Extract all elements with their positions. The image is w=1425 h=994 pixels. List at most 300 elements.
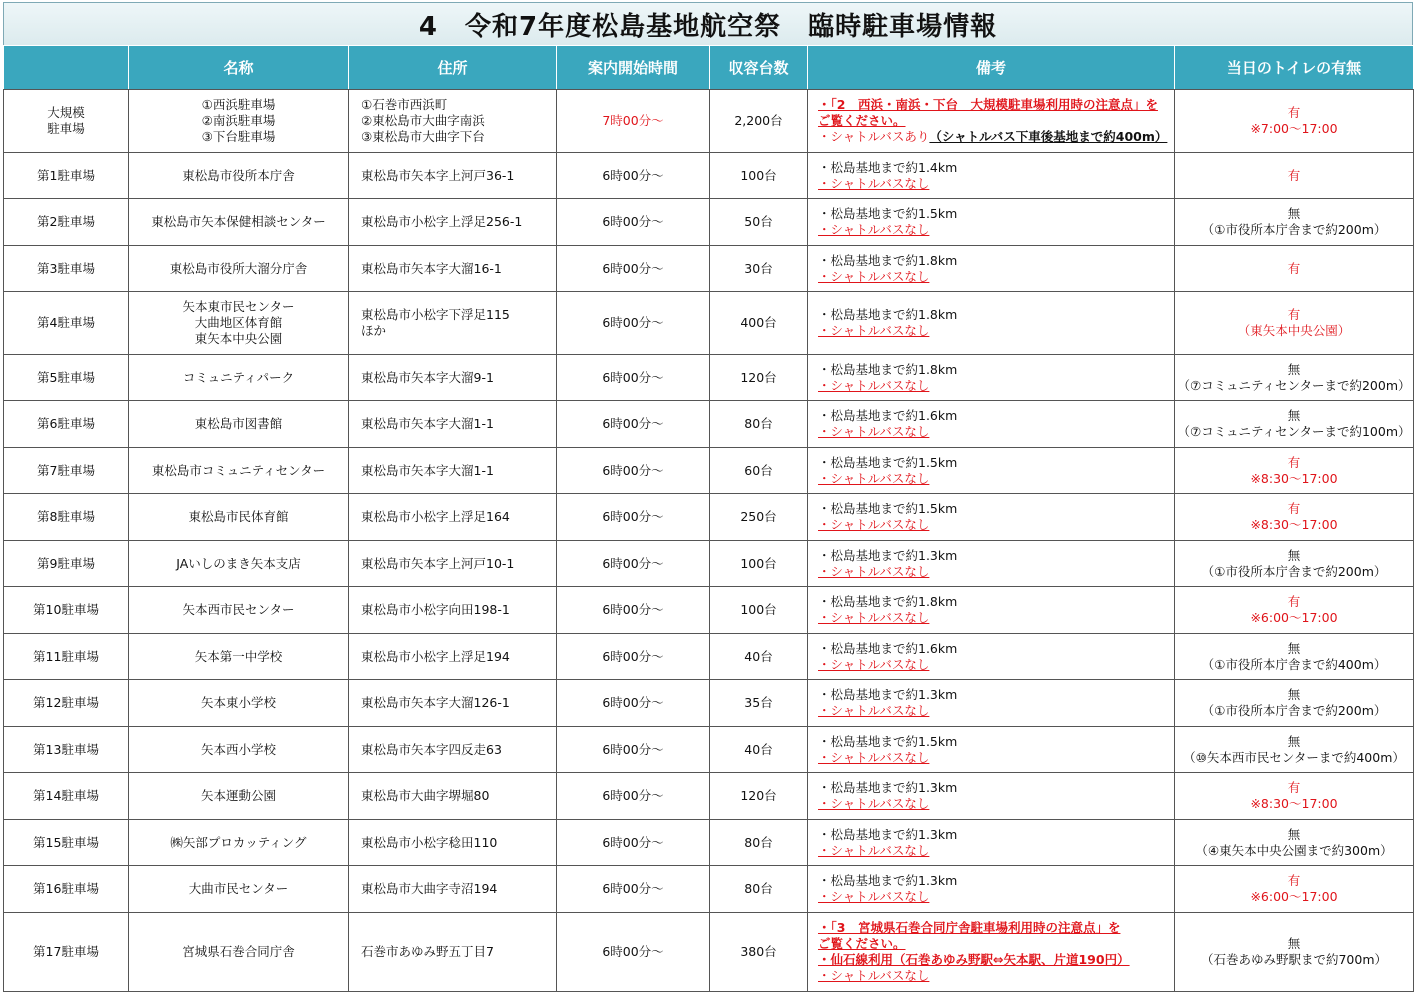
remark-line: [818, 362, 1174, 378]
cell-remarks: [808, 355, 1175, 401]
table-row: [4, 153, 1414, 199]
cell-capacity: 40台: [710, 634, 808, 680]
cell-start-time: 6時00分～: [557, 153, 710, 199]
name-line: 東松島市民体育館: [188, 509, 289, 524]
cell-toilet: [1175, 448, 1414, 494]
cell-remarks: [808, 727, 1175, 773]
remark-text: ・シャトルバスなし: [818, 796, 930, 811]
cell-capacity: 100台: [710, 541, 808, 587]
remark-text: ・シャトルバスなし: [818, 268, 930, 284]
remark-text: ・シャトルバスなし: [818, 377, 930, 393]
remark-text: ご覧ください。: [818, 936, 906, 951]
table-row: [4, 401, 1414, 448]
toilet-line: （石巻あゆみ野駅まで約700m）: [1200, 952, 1388, 967]
cell-start-time: 6時00分～: [557, 773, 710, 820]
cell-address: [349, 494, 557, 541]
remark-line: [818, 176, 1174, 192]
parking-info-sheet: [3, 2, 1413, 992]
table-row: [4, 773, 1414, 820]
cell-remarks: [808, 90, 1175, 153]
name-line: JAいしのまき矢本支店: [176, 555, 301, 571]
table-row: [4, 199, 1414, 246]
remark-line: [818, 936, 1174, 952]
toilet-line: ※8:30～17:00: [1250, 796, 1338, 811]
remark-text: ・松島基地まで約1.8km: [818, 252, 958, 268]
cell-name: [129, 680, 349, 727]
toilet-line: 有: [1287, 105, 1301, 120]
remark-text: ・シャトルバスなし: [818, 563, 930, 579]
toilet-line: 有: [1287, 307, 1301, 322]
address-line: 東松島市矢本字上河戸10-1: [361, 555, 515, 571]
remark-line: [818, 206, 1174, 222]
remark-line: [818, 564, 1174, 580]
id-line: 大規模: [47, 105, 85, 120]
cell-name: [129, 494, 349, 541]
address-line: 東松島市矢本字大溜1-1: [361, 462, 494, 478]
remark-text: ・松島基地まで約1.5km: [818, 206, 958, 221]
remark-text: ・シャトルバスなし: [818, 842, 930, 858]
id-line: 第4駐車場: [37, 315, 95, 330]
toilet-line: 有: [1287, 260, 1301, 276]
id-line: 第9駐車場: [37, 555, 95, 571]
cell-id: [4, 90, 129, 153]
address-line: 東松島市小松字向田198-1: [361, 602, 510, 617]
cell-name: [129, 448, 349, 494]
table-row: [4, 246, 1414, 292]
remark-suffix: （シャトルバス下車後基地まで約400m）: [929, 129, 1168, 144]
cell-capacity: 40台: [710, 727, 808, 773]
address-line: 東松島市矢本字大溜126-1: [361, 695, 510, 710]
id-line: 第13駐車場: [33, 741, 99, 757]
page-title: 4 令和7年度松島基地航空祭 臨時駐車場情報: [3, 2, 1413, 45]
cell-address: [349, 153, 557, 199]
cell-address: [349, 401, 557, 448]
toilet-line: 無: [1287, 206, 1301, 221]
toilet-line: （東矢本中央公園）: [1237, 323, 1351, 338]
remark-text: ・シャトルバスなし: [818, 222, 930, 237]
cell-remarks: [808, 401, 1175, 448]
cell-toilet: [1175, 199, 1414, 246]
remark-text: ・シャトルバスなし: [818, 470, 930, 486]
cell-name: [129, 541, 349, 587]
cell-id: [4, 727, 129, 773]
remark-line: [818, 378, 1174, 394]
toilet-line: 無: [1287, 547, 1301, 563]
table-row: [4, 820, 1414, 866]
remark-text: ・シャトルバスなし: [818, 889, 930, 904]
cell-name: [129, 913, 349, 992]
cell-address: [349, 680, 557, 727]
remark-text: ・「2 西浜・南浜・下台 大規模駐車場利用時の注意点」を: [818, 97, 1158, 112]
cell-id: [4, 680, 129, 727]
cell-remarks: [808, 199, 1175, 246]
name-line: 東松島市役所本庁舎: [182, 167, 295, 183]
address-line: ③東松島市大曲字下台: [361, 129, 485, 144]
cell-start-time: 6時00分～: [557, 246, 710, 292]
cell-id: [4, 448, 129, 494]
cell-remarks: [808, 448, 1175, 494]
cell-capacity: 60台: [710, 448, 808, 494]
cell-remarks: [808, 820, 1175, 866]
remark-text: ・仙石線利用（石巻あゆみ野駅⇔矢本駅、片道190円）: [818, 952, 1130, 967]
id-line: 第11駐車場: [33, 648, 99, 664]
cell-capacity: 100台: [710, 587, 808, 634]
remark-line: [818, 968, 1174, 984]
col-header-capacity: 収容台数: [710, 46, 808, 90]
cell-name: [129, 401, 349, 448]
name-line: 東松島市矢本保健相談センター: [151, 214, 326, 229]
cell-id: [4, 913, 129, 992]
remark-line: [818, 843, 1174, 859]
remark-text: ・松島基地まで約1.3km: [818, 547, 958, 563]
table-row: [4, 680, 1414, 727]
remark-text: ・シャトルバスなし: [818, 610, 930, 625]
cell-capacity: 80台: [710, 866, 808, 913]
cell-name: [129, 866, 349, 913]
remark-text: ・松島基地まで約1.5km: [818, 733, 958, 749]
cell-name: [129, 355, 349, 401]
cell-address: [349, 90, 557, 153]
cell-capacity: 120台: [710, 773, 808, 820]
toilet-line: （⑦コミュニティセンターまで約200m）: [1177, 377, 1411, 393]
cell-toilet: [1175, 680, 1414, 727]
cell-remarks: [808, 773, 1175, 820]
cell-remarks: [808, 680, 1175, 727]
cell-capacity: 30台: [710, 246, 808, 292]
address-line: 東松島市小松字稔田110: [361, 834, 498, 850]
toilet-line: （①市役所本庁舎まで約200m）: [1201, 563, 1387, 579]
cell-name: [129, 90, 349, 153]
cell-name: [129, 199, 349, 246]
cell-toilet: [1175, 866, 1414, 913]
id-line: 第1駐車場: [37, 167, 95, 183]
cell-remarks: [808, 866, 1175, 913]
id-line: 第5駐車場: [37, 369, 95, 385]
remark-text: ・松島基地まで約1.8km: [818, 307, 958, 322]
remark-line: [818, 129, 1174, 145]
remark-text: ・「3 宮城県石巻合同庁舎駐車場利用時の注意点」を: [818, 920, 1121, 935]
name-line: 矢本第一中学校: [194, 648, 283, 664]
toilet-line: ※6:00～17:00: [1250, 889, 1338, 904]
cell-toilet: [1175, 494, 1414, 541]
name-line: 東松島市役所大溜分庁舎: [169, 260, 308, 276]
remark-line: [818, 501, 1174, 517]
remark-line: [818, 657, 1174, 673]
remark-line: [818, 780, 1174, 796]
name-line: 東松島市コミュニティセンター: [151, 462, 326, 478]
address-line: 石巻市あゆみ野五丁目7: [361, 944, 494, 959]
cell-toilet: [1175, 90, 1414, 153]
toilet-line: （④東矢本中央公園まで約300m）: [1195, 842, 1393, 858]
remark-line: [818, 889, 1174, 905]
id-line: 第14駐車場: [33, 788, 99, 803]
col-header-toilet: 当日のトイレの有無: [1175, 46, 1414, 90]
name-line: 矢本運動公園: [200, 788, 276, 803]
remark-line: [818, 160, 1174, 176]
cell-address: [349, 820, 557, 866]
cell-capacity: 80台: [710, 820, 808, 866]
id-line: 第8駐車場: [37, 509, 95, 524]
cell-id: [4, 634, 129, 680]
cell-start-time: 6時00分～: [557, 820, 710, 866]
address-line: 東松島市小松字上浮足164: [361, 509, 510, 524]
cell-start-time: 6時00分～: [557, 401, 710, 448]
cell-remarks: [808, 913, 1175, 992]
cell-toilet: [1175, 913, 1414, 992]
cell-toilet: [1175, 401, 1414, 448]
toilet-line: 無: [1287, 408, 1301, 423]
id-line: 第2駐車場: [37, 214, 95, 229]
cell-address: [349, 913, 557, 992]
table-row: [4, 355, 1414, 401]
table-row: [4, 634, 1414, 680]
remark-text: ・シャトルバスなし: [818, 968, 930, 983]
cell-capacity: 250台: [710, 494, 808, 541]
cell-capacity: 100台: [710, 153, 808, 199]
cell-id: [4, 820, 129, 866]
name-line: 東矢本中央公園: [194, 331, 283, 346]
toilet-line: ※8:30～17:00: [1250, 517, 1338, 532]
cell-toilet: [1175, 634, 1414, 680]
name-line: コミュニティパーク: [182, 369, 295, 385]
cell-toilet: [1175, 541, 1414, 587]
table-row: [4, 292, 1414, 355]
name-line: 宮城県石巻合同庁舎: [182, 944, 295, 959]
id-line: 第17駐車場: [33, 944, 99, 959]
cell-toilet: [1175, 355, 1414, 401]
toilet-line: （①市役所本庁舎まで約400m）: [1201, 656, 1387, 672]
name-line: 矢本西市民センター: [182, 602, 295, 617]
col-header-name: 名称: [129, 46, 349, 90]
table-row: [4, 448, 1414, 494]
col-header-start-time: 案内開始時間: [557, 46, 710, 90]
toilet-line: （①市役所本庁舎まで約200m）: [1201, 222, 1387, 237]
remark-line: [818, 253, 1174, 269]
toilet-line: 有: [1287, 780, 1301, 795]
table-row: [4, 913, 1414, 992]
remark-text: ・松島基地まで約1.3km: [818, 780, 958, 795]
cell-start-time: 6時00分～: [557, 494, 710, 541]
name-line: 矢本東小学校: [200, 695, 276, 710]
cell-remarks: [808, 153, 1175, 199]
remark-line: [818, 424, 1174, 440]
remark-line: [818, 610, 1174, 626]
remark-text: ・松島基地まで約1.6km: [818, 640, 958, 656]
cell-address: [349, 199, 557, 246]
cell-id: [4, 199, 129, 246]
remark-line: [818, 920, 1174, 936]
address-line: 東松島市矢本字大溜1-1: [361, 416, 494, 431]
toilet-line: 無: [1287, 687, 1301, 702]
toilet-line: ※8:30～17:00: [1250, 470, 1338, 486]
remark-line: [818, 471, 1174, 487]
remark-line: [818, 455, 1174, 471]
cell-start-time: 6時00分～: [557, 292, 710, 355]
name-line: 矢本東市民センター: [182, 299, 295, 314]
address-line: ②東松島市大曲字南浜: [361, 113, 485, 128]
table-row: [4, 866, 1414, 913]
name-line: 大曲市民センター: [188, 881, 289, 896]
cell-name: [129, 727, 349, 773]
cell-remarks: [808, 541, 1175, 587]
cell-start-time: 6時00分～: [557, 448, 710, 494]
parking-table: [3, 45, 1414, 992]
toilet-line: 無: [1287, 361, 1301, 377]
toilet-line: （⑩矢本西市民センターまで約400m）: [1183, 749, 1405, 765]
cell-capacity: 35台: [710, 680, 808, 727]
cell-remarks: [808, 246, 1175, 292]
remark-line: [818, 687, 1174, 703]
remark-line: [818, 408, 1174, 424]
remark-text: ・シャトルバスなし: [818, 424, 930, 439]
remark-line: [818, 323, 1174, 339]
cell-remarks: [808, 292, 1175, 355]
name-line: ②南浜駐車場: [201, 113, 276, 128]
toilet-line: （①市役所本庁舎まで約200m）: [1201, 703, 1387, 718]
table-row: [4, 494, 1414, 541]
remark-text: ・松島基地まで約1.4km: [818, 159, 958, 175]
remark-line: [818, 796, 1174, 812]
toilet-line: 有: [1287, 594, 1301, 609]
cell-id: [4, 355, 129, 401]
name-line: 大曲地区体育館: [194, 315, 283, 330]
cell-capacity: 120台: [710, 355, 808, 401]
id-line: 駐車場: [47, 121, 85, 136]
remark-text: ご覧ください。: [818, 113, 906, 128]
cell-id: [4, 587, 129, 634]
address-line: ほか: [361, 323, 387, 338]
cell-toilet: [1175, 587, 1414, 634]
col-header-id: [4, 46, 129, 90]
cell-id: [4, 541, 129, 587]
cell-id: [4, 292, 129, 355]
cell-name: [129, 634, 349, 680]
id-line: 第12駐車場: [33, 695, 99, 710]
remark-text: ・シャトルバスなし: [818, 175, 930, 191]
cell-start-time: 6時00分～: [557, 541, 710, 587]
cell-name: [129, 587, 349, 634]
cell-address: [349, 773, 557, 820]
cell-name: [129, 153, 349, 199]
remark-line: [818, 873, 1174, 889]
address-line: ①石巻市西浜町: [361, 97, 448, 112]
cell-capacity: 80台: [710, 401, 808, 448]
remark-line: [818, 113, 1174, 129]
remark-line: [818, 307, 1174, 323]
cell-id: [4, 246, 129, 292]
cell-name: [129, 246, 349, 292]
cell-address: [349, 355, 557, 401]
cell-capacity: 380台: [710, 913, 808, 992]
name-line: 東松島市図書館: [194, 416, 283, 431]
cell-address: [349, 587, 557, 634]
cell-remarks: [808, 587, 1175, 634]
cell-start-time: 6時00分～: [557, 634, 710, 680]
name-line: ㈱矢部プロカッティング: [170, 834, 307, 850]
cell-address: [349, 448, 557, 494]
remark-line: [818, 703, 1174, 719]
remark-line: [818, 517, 1174, 533]
remark-line: [818, 548, 1174, 564]
id-line: 第6駐車場: [37, 416, 95, 431]
cell-start-time: 6時00分～: [557, 913, 710, 992]
toilet-line: 無: [1287, 733, 1301, 749]
address-line: 東松島市小松字上浮足256-1: [361, 214, 523, 229]
address-line: 東松島市矢本字四反走63: [361, 741, 502, 757]
cell-address: [349, 727, 557, 773]
name-line: 矢本西小学校: [200, 741, 276, 757]
name-line: ③下台駐車場: [201, 129, 276, 144]
remark-text: ・松島基地まで約1.6km: [818, 408, 958, 423]
cell-name: [129, 292, 349, 355]
table-row: [4, 90, 1414, 153]
toilet-line: 有: [1287, 167, 1301, 183]
toilet-line: （⑦コミュニティセンターまで約100m）: [1177, 424, 1411, 439]
remark-text: ・松島基地まで約1.3km: [818, 826, 958, 842]
remark-line: [818, 97, 1174, 113]
cell-id: [4, 401, 129, 448]
cell-id: [4, 153, 129, 199]
cell-toilet: [1175, 246, 1414, 292]
remark-line: [818, 827, 1174, 843]
table-header-row: [4, 46, 1414, 90]
cell-toilet: [1175, 153, 1414, 199]
toilet-line: 無: [1287, 936, 1301, 951]
address-line: 東松島市矢本字大溜16-1: [361, 260, 502, 276]
id-line: 第7駐車場: [37, 462, 95, 478]
id-line: 第15駐車場: [33, 834, 99, 850]
remark-text: ・シャトルバスあり: [818, 129, 930, 144]
remark-line: [818, 641, 1174, 657]
toilet-line: 無: [1287, 640, 1301, 656]
cell-capacity: 50台: [710, 199, 808, 246]
remark-text: ・松島基地まで約1.3km: [818, 687, 958, 702]
toilet-line: 有: [1287, 873, 1301, 888]
address-line: 東松島市小松字下浮足115: [361, 307, 510, 322]
cell-capacity: 2,200台: [710, 90, 808, 153]
cell-toilet: [1175, 820, 1414, 866]
address-line: 東松島市矢本字上河戸36-1: [361, 167, 515, 183]
id-line: 第3駐車場: [37, 260, 95, 276]
remark-text: ・シャトルバスなし: [818, 323, 930, 338]
remark-text: ・松島基地まで約1.5km: [818, 501, 958, 516]
cell-start-time: 6時00分～: [557, 587, 710, 634]
cell-address: [349, 292, 557, 355]
cell-start-time: 6時00分～: [557, 680, 710, 727]
id-line: 第16駐車場: [33, 881, 99, 896]
cell-name: [129, 773, 349, 820]
remark-text: ・シャトルバスなし: [818, 749, 930, 765]
table-row: [4, 541, 1414, 587]
cell-capacity: 400台: [710, 292, 808, 355]
table-row: [4, 727, 1414, 773]
remark-text: ・松島基地まで約1.3km: [818, 873, 958, 888]
table-body: [4, 90, 1414, 992]
cell-toilet: [1175, 292, 1414, 355]
toilet-line: ※7:00～17:00: [1250, 121, 1338, 136]
remark-line: [818, 222, 1174, 238]
toilet-line: 無: [1287, 826, 1301, 842]
cell-id: [4, 773, 129, 820]
remark-text: ・シャトルバスなし: [818, 703, 930, 718]
cell-remarks: [808, 494, 1175, 541]
cell-id: [4, 866, 129, 913]
remark-text: ・松島基地まで約1.8km: [818, 361, 958, 377]
cell-start-time: 6時00分～: [557, 199, 710, 246]
id-line: 第10駐車場: [33, 602, 99, 617]
address-line: 東松島市大曲字堺堀80: [361, 788, 490, 803]
col-header-address: 住所: [349, 46, 557, 90]
